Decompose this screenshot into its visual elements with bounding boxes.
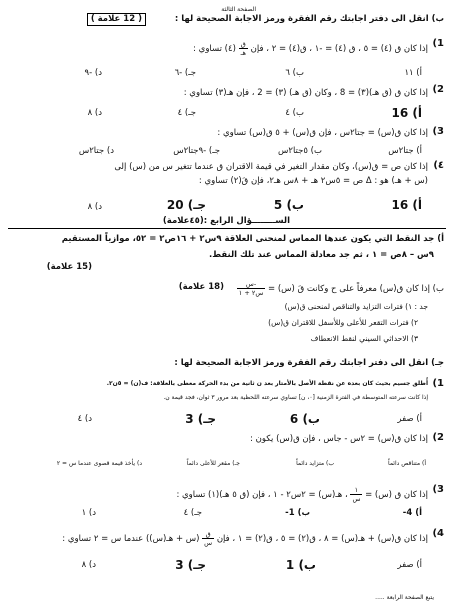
c-q2-option-a: أ) متناقص دائماً [387,460,426,467]
c-q4-text-main: إذا كان ق(س) + هـ(س) = ٨ ، ق(٢) = ٥ ، ق(٢) = ١ ، فإن [216,534,428,544]
footer-continue: يتبع الصفحة الرابعة ..... [375,594,434,601]
c-q3-option-a: أ) 4- [402,508,422,518]
c-q3-frac-bottom: س [352,495,361,503]
c-q4-number: 4) [432,528,444,539]
q4-part-b-label [237,280,444,297]
b-q2-option-d: د) ٨ [87,108,102,118]
c-q3-text-main: إذا كان ق (س) = [362,490,428,500]
c-q1-option-d: د) ٤ [77,414,92,424]
b-q1-option-b: ب) ٦ [285,68,304,78]
b-q4-option-b: ب) 5 [273,198,304,212]
q4-part-b-frac-top: -س [237,280,266,289]
c-q1-number: 1) [432,378,444,389]
b-q1-text-tail: (٤) تساوي : [193,44,236,54]
b-q3-option-a: أ) جتا٢س [388,146,422,156]
q4-part-b-fraction [237,280,266,297]
b-q3-number: 3) [432,126,444,137]
q4-part-a-marks: (15 علامة) [46,262,92,272]
q4-part-b-find2: ٢) فترات التقعر للأعلى وللأسفل للاقتران ق(س) [268,318,418,327]
c-q3-text-tail: ، هـ(س) = ٢س٢ - ١ ، فإن (ق ٥ هـ)(١) تساوي : [176,490,348,500]
c-q2-text: إذا كان ق(س) = ٢س - جاس ، فإن ق(س) يكون : [250,434,428,444]
b-q4-option-a: أ) 16 [391,198,422,212]
b-q2-number: 2) [432,84,444,95]
c-q4-frac-top: ق [202,530,214,539]
b-q3-option-d: د) جتا٢س [78,146,114,156]
c-q4-option-d: د) ٨ [81,560,96,570]
b-q3-option-b: ب) ٥جتا٢س [278,146,322,156]
b-q1-option-c: جـ) -٦ [174,68,196,78]
b-q1-frac-top: ق [239,40,248,49]
q4-part-b-find3: ٣) الاحداثي السيني لنقط الانعطاف [310,334,418,343]
c-q1-option-c: جـ) 3 [185,412,216,426]
c-q3-number: 3) [432,484,444,495]
b-q1-text [193,40,428,57]
question4-title: الســــــــؤال الرابع :(٤٥علامة) [162,216,290,226]
c-q4-fraction [202,530,214,547]
c-q3-option-b: ب) 1- [285,508,310,518]
b-q4-number: ٤) [433,160,444,171]
b-q2-option-b: ب) ٤ [285,108,304,118]
c-q1-option-b: ب) 6 [289,412,320,426]
b-q4-text-line1: إذا كان ص = ق(س)، وكان مقدار التغير في قيمة الاقتران ق عندما تتغير س من (س) إلى [114,162,428,172]
page-label: الصفحة الثالثة [221,6,256,13]
b-q1-option-a: أ) ١١ [404,68,422,78]
b-q1-fraction [239,40,248,57]
c-q4-frac-bottom: س [204,539,213,547]
b-q1-option-d: د) -٩ [84,68,102,78]
c-q1-option-a: أ) صفر [397,414,422,424]
b-q1-number: 1) [432,38,444,49]
section-c-title: جـ) انقل الى دفتر اجابتك رقم الفقرة ورمز الاجابة الصحيحة لها : [174,358,444,368]
b-q2-option-c: جـ) ٤ [177,108,196,118]
c-q4-option-b: ب) 1 [285,558,316,572]
question4-divider [8,228,446,229]
b-q4-option-d: د) ٨ [87,202,102,212]
b-q2-text: إذا كان ق (ق هـ)(٣) = 8 ، وكان (ق هـ) (٣) = 2 ، فإن هـ(٣) تساوي : [183,88,428,98]
b-q3-text: إذا كان ق(س) = جتا٢س ، فإن ق(س) + ٥ ق(س) تساوي : [217,128,428,138]
c-q4-text [62,530,428,547]
c-q2-option-c: جـ) مقعر للأعلى دائماً [186,460,240,467]
c-q4-option-c: جـ) 3 [175,558,206,572]
q4-part-b-marks: (18 علامة) [178,282,224,292]
c-q2-option-b: ب) متزايد دائماً [296,460,334,467]
c-q2-number: 2) [432,432,444,443]
c-q3-fraction [350,486,362,503]
b-q2-option-a: أ) 16 [391,106,422,120]
q4-part-b-frac-bottom: س٢ + ١ [238,289,264,297]
section-b-marks: ( 12 علامة ) [87,13,146,26]
c-q1-text-line2: إذا كانت سرعته المتوسطة في الفترة الزمنية [٠، ن] تساوي سرعته اللحظية بعد مرور ٣ ثوان، فجد قيمة ن. [163,394,428,401]
q4-part-a-line2: ٩س – ٨ص = ١ ، ثم جد معادلة المماس عند تلك النقط. [209,250,434,260]
b-q4-option-c: جـ) 20 [166,198,206,212]
c-q1-text-line1: أُطلق جسيم بحيث كان بعده عن نقطة الأصل بالأمتار بعد ن ثانية من بدء الحركة معطى بالعلاقة: ف(ن) = ٥ن٢. [106,380,428,387]
c-q2-option-d: د) يأخذ قيمة قصوى عندما س = ٢ [56,460,142,467]
b-q3-option-c: جـ) -٩جتا٢س [173,146,220,156]
c-q3-frac-top: ١ [350,486,362,495]
q4-part-b-find1: جد : ١) فترات التزايد والتناقص لمنحنى ق(س) [284,302,428,311]
c-q3-option-c: جـ) ٤ [183,508,202,518]
b-q1-text-main: إذا كان ق (٤) = ٥ ، ق (٤) = -١ ، ق(٤) = ٢ ، فإن [250,44,428,54]
c-q3-text [176,486,428,503]
b-q4-text-line2: (س + هـ) هو : Δ ص = ٥س٢ هـ + ٨س هـ٢، فإن قَ(٢) تساوي : [198,176,428,186]
q4-part-a-line1: أ) جد النقط التي يكون عندها المماس لمنحنى العلاقة ٩س٢ + ١٦ص٢ = ٥٢، موازياً المستقيم [61,234,444,244]
c-q4-option-a: أ) صفر [397,560,422,570]
c-q3-option-d: د) ١ [81,508,96,518]
q4-part-b-text: ب) إذا كان ق(س) معرفاً على ح وكانت قَ (س) = [268,284,444,294]
c-q4-text-tail: (س + هـ(س)) عندما س = ٢ تساوي : [62,534,200,544]
section-b-title: ب) انقل الى دفتر اجابتك رقم الفقرة ورمز الاجابة الصحيحة لها : [174,14,444,24]
b-q1-frac-bottom: هـ [240,49,246,57]
